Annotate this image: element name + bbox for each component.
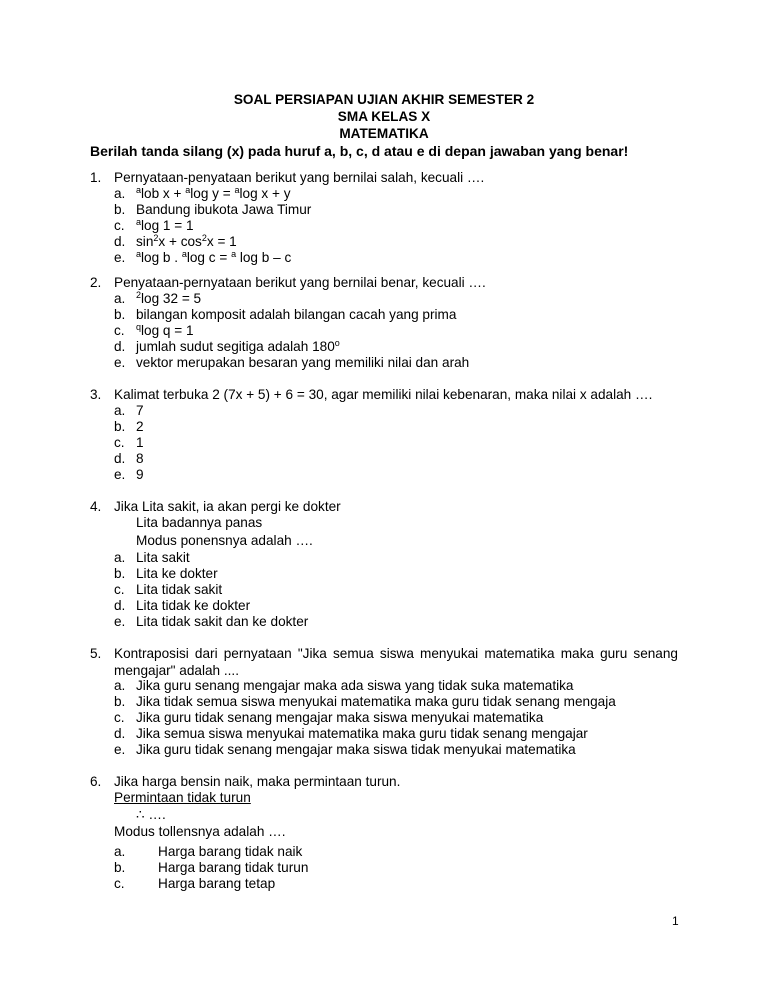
premise-line: Permintaan tidak turun — [114, 790, 251, 805]
option-c: $^a$log 1 = 1 — [136, 217, 194, 233]
option-label: c. — [114, 582, 125, 597]
option-label: d. — [114, 234, 126, 249]
option-b: Harga barang tidak turun — [158, 860, 309, 875]
option-b: Lita ke dokter — [136, 566, 218, 581]
doc-subtitle-subject: MATEMATIKA — [339, 126, 429, 141]
doc-subtitle-class: SMA KELAS X — [337, 109, 431, 124]
option-label: b. — [114, 307, 126, 322]
option-label: e. — [114, 614, 126, 629]
question-text: Jika Lita sakit, ia akan pergi ke dokter — [114, 499, 341, 514]
option-e: $^a$log b . $^a$log c = $^a$ log b – c — [136, 249, 292, 265]
option-e: Lita tidak sakit dan ke dokter — [136, 614, 309, 629]
option-c: Harga barang tetap — [158, 876, 276, 891]
option-c: Jika guru tidak senang mengajar maka siswa menyukai matematika — [136, 710, 544, 725]
option-e: Jika guru tidak senang mengajar maka siswa tidak menyukai matematika — [136, 742, 576, 757]
question-text: Penyataan-pernyataan berikut yang bernilai benar, kecuali …. — [114, 275, 486, 290]
option-label: d. — [114, 451, 126, 466]
prompt-line: Modus ponensnya adalah …. — [136, 533, 313, 548]
option-a: $^2$log 32 = 5 — [136, 290, 202, 306]
option-label: b. — [114, 419, 126, 434]
option-b: Jika tidak semua siswa menyukai matematika maka guru tidak senang mengaja — [136, 694, 616, 709]
option-b: Bandung ibukota Jawa Timur — [136, 202, 312, 217]
question-number: 4. — [90, 499, 102, 514]
option-label: a. — [114, 678, 126, 693]
option-label: c. — [114, 218, 125, 233]
option-c: Lita tidak sakit — [136, 582, 223, 597]
option-d: $\sin^2x + \cos^2x = 1$ — [136, 233, 237, 249]
option-c: $^q$log q = 1 — [136, 322, 194, 338]
option-c: 1 — [136, 435, 144, 450]
option-label: c. — [114, 710, 125, 725]
option-label: e. — [114, 355, 126, 370]
question-number: 5. — [90, 646, 102, 661]
option-e: 9 — [136, 467, 144, 482]
question-number: 2. — [90, 275, 102, 290]
question-text: Jika harga bensin naik, maka permintaan turun. — [114, 774, 401, 789]
doc-title: SOAL PERSIAPAN UJIAN AKHIR SEMESTER 2 — [233, 92, 535, 107]
prompt-line: Modus tollensnya adalah …. — [114, 824, 286, 839]
option-label: a. — [114, 403, 126, 418]
option-label: e. — [114, 742, 126, 757]
option-label: c. — [114, 876, 125, 891]
question-number: 3. — [90, 387, 102, 402]
question-number: 6. — [90, 774, 102, 789]
option-a: Jika guru senang mengajar maka ada siswa yang tidak suka matematika — [136, 678, 574, 693]
option-d: Lita tidak ke dokter — [136, 598, 251, 613]
option-label: e. — [114, 467, 126, 482]
option-b: 2 — [136, 419, 144, 434]
option-d: Jika semua siswa menyukai matematika maka guru tidak senang mengajar — [136, 726, 588, 741]
option-label: a. — [114, 291, 126, 306]
page-number: 1 — [672, 914, 679, 928]
conclusion-line: ∴ …. — [136, 807, 166, 822]
option-b: bilangan komposit adalah bilangan cacah yang prima — [136, 307, 457, 322]
option-label: e. — [114, 250, 126, 265]
question-number: 1. — [90, 170, 102, 185]
option-label: b. — [114, 566, 126, 581]
option-label: a. — [114, 844, 126, 859]
option-label: c. — [114, 435, 125, 450]
option-label: d. — [114, 726, 126, 741]
option-a: 7 — [136, 403, 144, 418]
question-text: Pernyataan-penyataan berikut yang bernilai salah, kecuali …. — [114, 170, 485, 185]
option-label: b. — [114, 860, 126, 875]
option-label: b. — [114, 694, 126, 709]
option-label: d. — [114, 598, 126, 613]
option-label: a. — [114, 550, 126, 565]
option-e: vektor merupakan besaran yang memiliki nilai dan arah — [136, 355, 470, 370]
option-label: c. — [114, 323, 125, 338]
question-text: Kalimat terbuka 2 (7x + 5) + 6 = 30, agar memiliki nilai kebenaran, maka nilai x adalah …. — [114, 387, 653, 402]
premise-line: Lita badannya panas — [136, 515, 263, 530]
option-d: jumlah sudut segitiga adalah 180$^o$ — [136, 338, 340, 354]
option-a: $^a$lob x + $^a$log y = $^a$log x + y — [136, 185, 291, 201]
instruction: Berilah tanda silang (x) pada huruf a, b, c, d atau e di depan jawaban yang benar! — [90, 143, 629, 159]
option-label: d. — [114, 339, 126, 354]
option-d: 8 — [136, 451, 144, 466]
option-label: b. — [114, 202, 126, 217]
option-label: a. — [114, 186, 126, 201]
option-a: Harga barang tidak naik — [158, 844, 303, 859]
option-a: Lita sakit — [136, 550, 190, 565]
question-text: Kontraposisi dari pernyataan "Jika semua siswa menyukai matematika maka guru senang mengajar" adalah .... — [114, 646, 678, 678]
